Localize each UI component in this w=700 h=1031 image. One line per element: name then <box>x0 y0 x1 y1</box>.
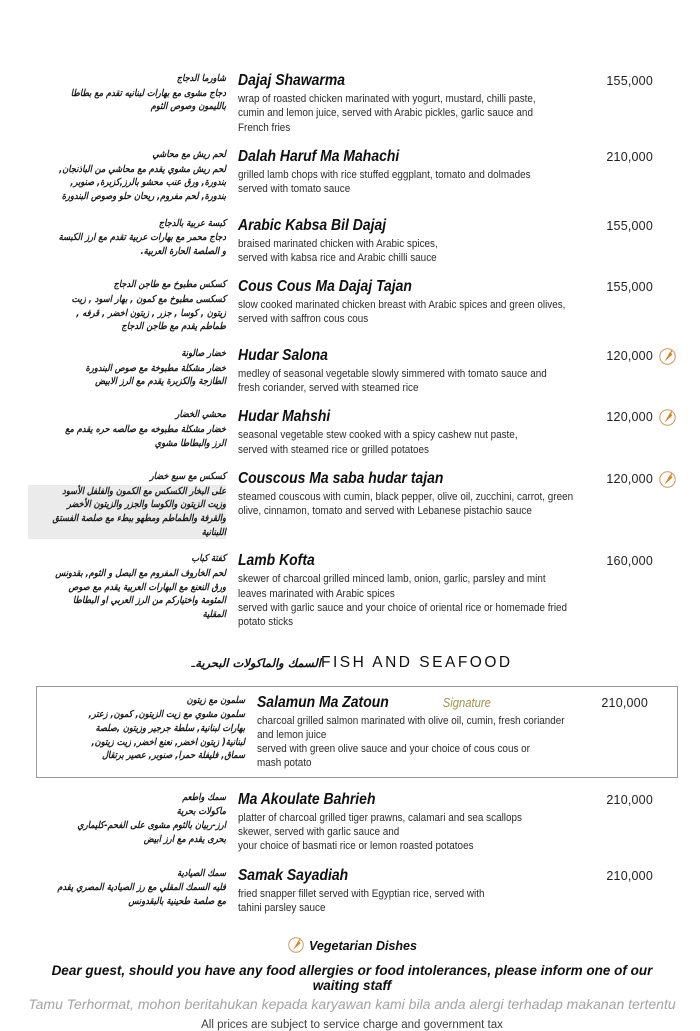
menu-section-mains <box>28 72 676 630</box>
item-arabic-name: كسكس مطبوخ مع طاجن الدجاج <box>113 279 226 291</box>
menu-item <box>28 552 676 629</box>
menu-item <box>28 217 676 266</box>
item-arabic-description: لحم ريش مشوي يقدم مع محاشي من الباذنجان, بندورة, ورق عنب محشو بالرز,كزبرة, صنوبر, بندورة, لحم مفروم, ريحان حلو وصوص البندورة <box>59 163 226 202</box>
item-english-column <box>226 470 578 519</box>
item-price: 155,000 <box>606 74 653 88</box>
seafood-header-arabic: السمك والماكولات البحرية <box>195 655 322 670</box>
item-price-column <box>578 148 676 166</box>
item-arabic-column <box>28 552 226 621</box>
item-arabic-description: دجاج محمر مع بهارات عربية تقدم مع ارز الكبسة و الصلصة الحارة العربية. <box>58 232 226 257</box>
item-price-column <box>578 470 676 488</box>
item-arabic-description: ماكولات بحرية ارز-ربيان بالثوم مشوى على الفحم-كليماري بحرى يقدم مع ارز ابيض <box>77 806 226 845</box>
item-name: Salamun Ma Zatoun <box>257 693 389 711</box>
menu-item <box>28 470 676 539</box>
item-arabic-name: شاورما الدجاج <box>176 73 226 84</box>
page-footer <box>28 937 676 1031</box>
seafood-section-header <box>28 654 676 672</box>
item-name: Couscous Ma saba hudar tajan <box>238 470 444 488</box>
item-price-column <box>578 791 676 809</box>
item-price-column <box>597 694 671 712</box>
allergy-notice-indonesian: Tamu Terhormat, mohon beritahukan kepada karyawan kami bila anda alergi terhadap makanan tertentu <box>28 996 676 1013</box>
menu-item <box>28 867 676 916</box>
menu-item <box>28 791 676 854</box>
menu-item <box>28 148 676 204</box>
item-description: charcoal grilled salmon marinated with olive oil, cumin, fresh coriander and lemon juice served with green olive sauce and your choice of cous cous or mash potato <box>257 714 565 770</box>
item-arabic-name: سمك واطعم <box>182 791 226 803</box>
item-english-column <box>226 408 578 457</box>
item-name: Cous Cous Ma Dajaj Tajan <box>238 278 412 296</box>
item-arabic-description: دجاج مشوى مع بهارات لبنانيه تقدم مع بطاطا بالليمون وصوص الثوم <box>70 87 226 113</box>
item-arabic-column <box>47 694 245 763</box>
allergy-notice-english: Dear guest, should you have any food allergies or food intolerances, please inform one of our waiting staff <box>51 963 653 994</box>
item-name: Hudar Salona <box>238 346 328 364</box>
item-arabic-name: محشي الخضار <box>175 409 226 421</box>
item-description: grilled lamb chops with rice stuffed eggplant, tomato and dolmades served with tomato sauce <box>238 168 531 196</box>
item-arabic-description: لحم الخاروف المفروم مع البصل و الثوم, بقدونس ورق النعنع مع البهارات العربية يقدم مع صوص المثومة واختياركم من الرز العربي او البطاطا المقلية <box>55 568 226 621</box>
item-description: wrap of roasted chicken marinated with yogurt, mustard, chilli paste, cumin and lemon juice, served with Arabic pickles, garlic sauce and French fries <box>238 93 536 134</box>
item-english-column <box>245 694 597 771</box>
vegetarian-legend-label: Vegetarian Dishes <box>309 938 417 953</box>
menu-section-seafood <box>28 686 676 916</box>
item-price: 210,000 <box>606 792 653 807</box>
item-price: 120,000 <box>606 348 653 363</box>
vegetarian-carrot-icon <box>659 409 676 426</box>
item-english-column <box>226 347 578 396</box>
item-description: fried snapper fillet served with Egyptian rice, served with tahini parsley sauce <box>238 887 485 914</box>
item-english-column <box>226 791 578 854</box>
item-arabic-column <box>28 408 226 450</box>
item-name: Samak Sayadiah <box>238 866 349 884</box>
item-price-column <box>578 347 676 365</box>
menu-item <box>28 408 676 457</box>
item-price-column <box>578 72 676 90</box>
item-name: Dajaj Shawarma <box>238 72 346 89</box>
item-name: Dalah Haruf Ma Mahachi <box>238 147 400 165</box>
item-arabic-column <box>28 72 226 114</box>
item-arabic-name: كسكس مع سبع خضار <box>149 471 226 483</box>
item-arabic-name: سلمون مع زيتون <box>186 694 245 706</box>
item-price-column <box>578 552 676 570</box>
item-arabic-column <box>28 791 226 847</box>
vegetarian-carrot-icon <box>659 471 676 488</box>
menu-item <box>28 347 676 396</box>
item-price: 155,000 <box>606 280 653 295</box>
item-price: 210,000 <box>606 868 653 883</box>
item-arabic-description: على البخار الكسكس مع الكمون والفلفل الأسود وزيت الزيتون والكوسا والجزر والزيتون الأخضر والقرفة والطماطم ومطهو ببطء مع صلصة الفستق اللبنانية <box>28 485 226 540</box>
item-arabic-name: كبسة عربية بالدجاج <box>158 217 226 229</box>
menu-item <box>36 686 678 778</box>
item-price: 120,000 <box>606 410 653 425</box>
item-english-column <box>226 72 578 135</box>
item-arabic-name: سمك الصيادية <box>177 867 226 879</box>
item-name: Lamb Kofta <box>238 552 315 570</box>
item-english-column <box>226 278 578 327</box>
item-description: skewer of charcoal grilled minced lamb, onion, garlic, parsley and mint leaves marinated with Arabic spices served with garlic sauce and your choice of oriental rice or homemade fried potato sticks <box>238 573 568 629</box>
item-arabic-name: لحم ريش مع محاشي <box>152 148 226 160</box>
item-arabic-description: كسكسى مطبوخ مع كمون , بهار اسود , زيت زيتون , كوسا , جزر , زيتون اخضر , قرفه , طماطم يقدم مع طاجن الدجاج <box>71 293 226 333</box>
item-price: 210,000 <box>601 695 648 710</box>
item-name: Arabic Kabsa Bil Dajaj <box>238 216 387 234</box>
item-description: medley of seasonal vegetable slowly simmered with tomato sauce and fresh coriander, served with steamed rice <box>238 367 547 395</box>
item-english-column <box>226 217 578 266</box>
menu-item <box>28 278 676 334</box>
item-description: platter of charcoal grilled tiger prawns, calamari and sea scallops skewer, served with garlic sauce and your choice of basmati rice or lemon roasted potatoes <box>238 811 522 853</box>
item-arabic-column <box>28 347 226 389</box>
item-arabic-column <box>28 278 226 334</box>
item-arabic-column <box>28 867 226 909</box>
item-arabic-name: خضار صالونة <box>181 347 226 359</box>
item-price-column <box>578 867 676 885</box>
seafood-header-english: FISH AND SEAFOOD <box>321 653 513 671</box>
item-price-column <box>578 217 676 235</box>
item-price-column <box>578 278 676 296</box>
signature-label: Signature <box>442 695 491 710</box>
item-price: 160,000 <box>606 554 653 569</box>
item-price: 120,000 <box>606 472 653 487</box>
item-arabic-name: كفتة كباب <box>191 553 226 565</box>
item-description: seasonal vegetable stew cooked with a spicy cashew nut paste, served with steamed rice or grilled potatoes <box>238 429 518 456</box>
item-english-column <box>226 148 578 197</box>
tax-service-note: All prices are subject to service charge and government tax <box>201 1019 503 1031</box>
item-arabic-column <box>28 217 226 259</box>
item-english-column <box>226 552 578 629</box>
item-arabic-description: فليه السمك المقلي مع رز الصيادية المصري يقدم مع صلصة طحينية بالبقدونس <box>57 882 226 908</box>
item-arabic-description: خضار مشكلة مطبوخة مع صوص البندورة الطازجة والكزبرة يقدم مع الرز الابيض <box>85 362 226 388</box>
vegetarian-legend <box>287 937 417 954</box>
item-description: braised marinated chicken with Arabic spices, served with kabsa rice and Arabic chilli sauce <box>238 237 438 264</box>
menu-item <box>28 72 676 135</box>
item-description: steamed couscous with cumin, black pepper, olive oil, zucchini, carrot, green olive, cinnamon, tomato and served with Lebanese pistachio sauce <box>238 491 574 518</box>
item-name: Hudar Mahshi <box>238 408 331 426</box>
item-arabic-column <box>28 470 226 539</box>
item-price-column <box>578 408 676 426</box>
header-dash: ـ <box>191 654 196 670</box>
item-arabic-column <box>28 148 226 204</box>
item-price: 155,000 <box>606 218 653 233</box>
item-description: slow cooked marinated chicken breast with Arabic spices and green olives, served with saffron cous cous <box>238 299 566 326</box>
item-english-column <box>226 867 578 916</box>
item-name: Ma Akoulate Bahrieh <box>238 790 376 808</box>
vegetarian-carrot-icon <box>659 348 676 365</box>
item-price: 210,000 <box>606 149 653 164</box>
item-arabic-description: خضار مشكلة مطبوخه مع صالصه حره يقدم مع الرز والبطاطا مشوي <box>65 424 226 449</box>
item-arabic-description: سلمون مشوي مع زيت الزيتون, كمون, زعتر, بهارات لبنانية, سلطة جرجير وزيتون ,صلصة لبنانية( زيتون اخضر, نعنع اخضر, زيت زيتون, سماق, فليفلة حمرا, صنوبر, عصير برتقال <box>88 709 245 762</box>
vegetarian-carrot-icon <box>287 937 304 954</box>
